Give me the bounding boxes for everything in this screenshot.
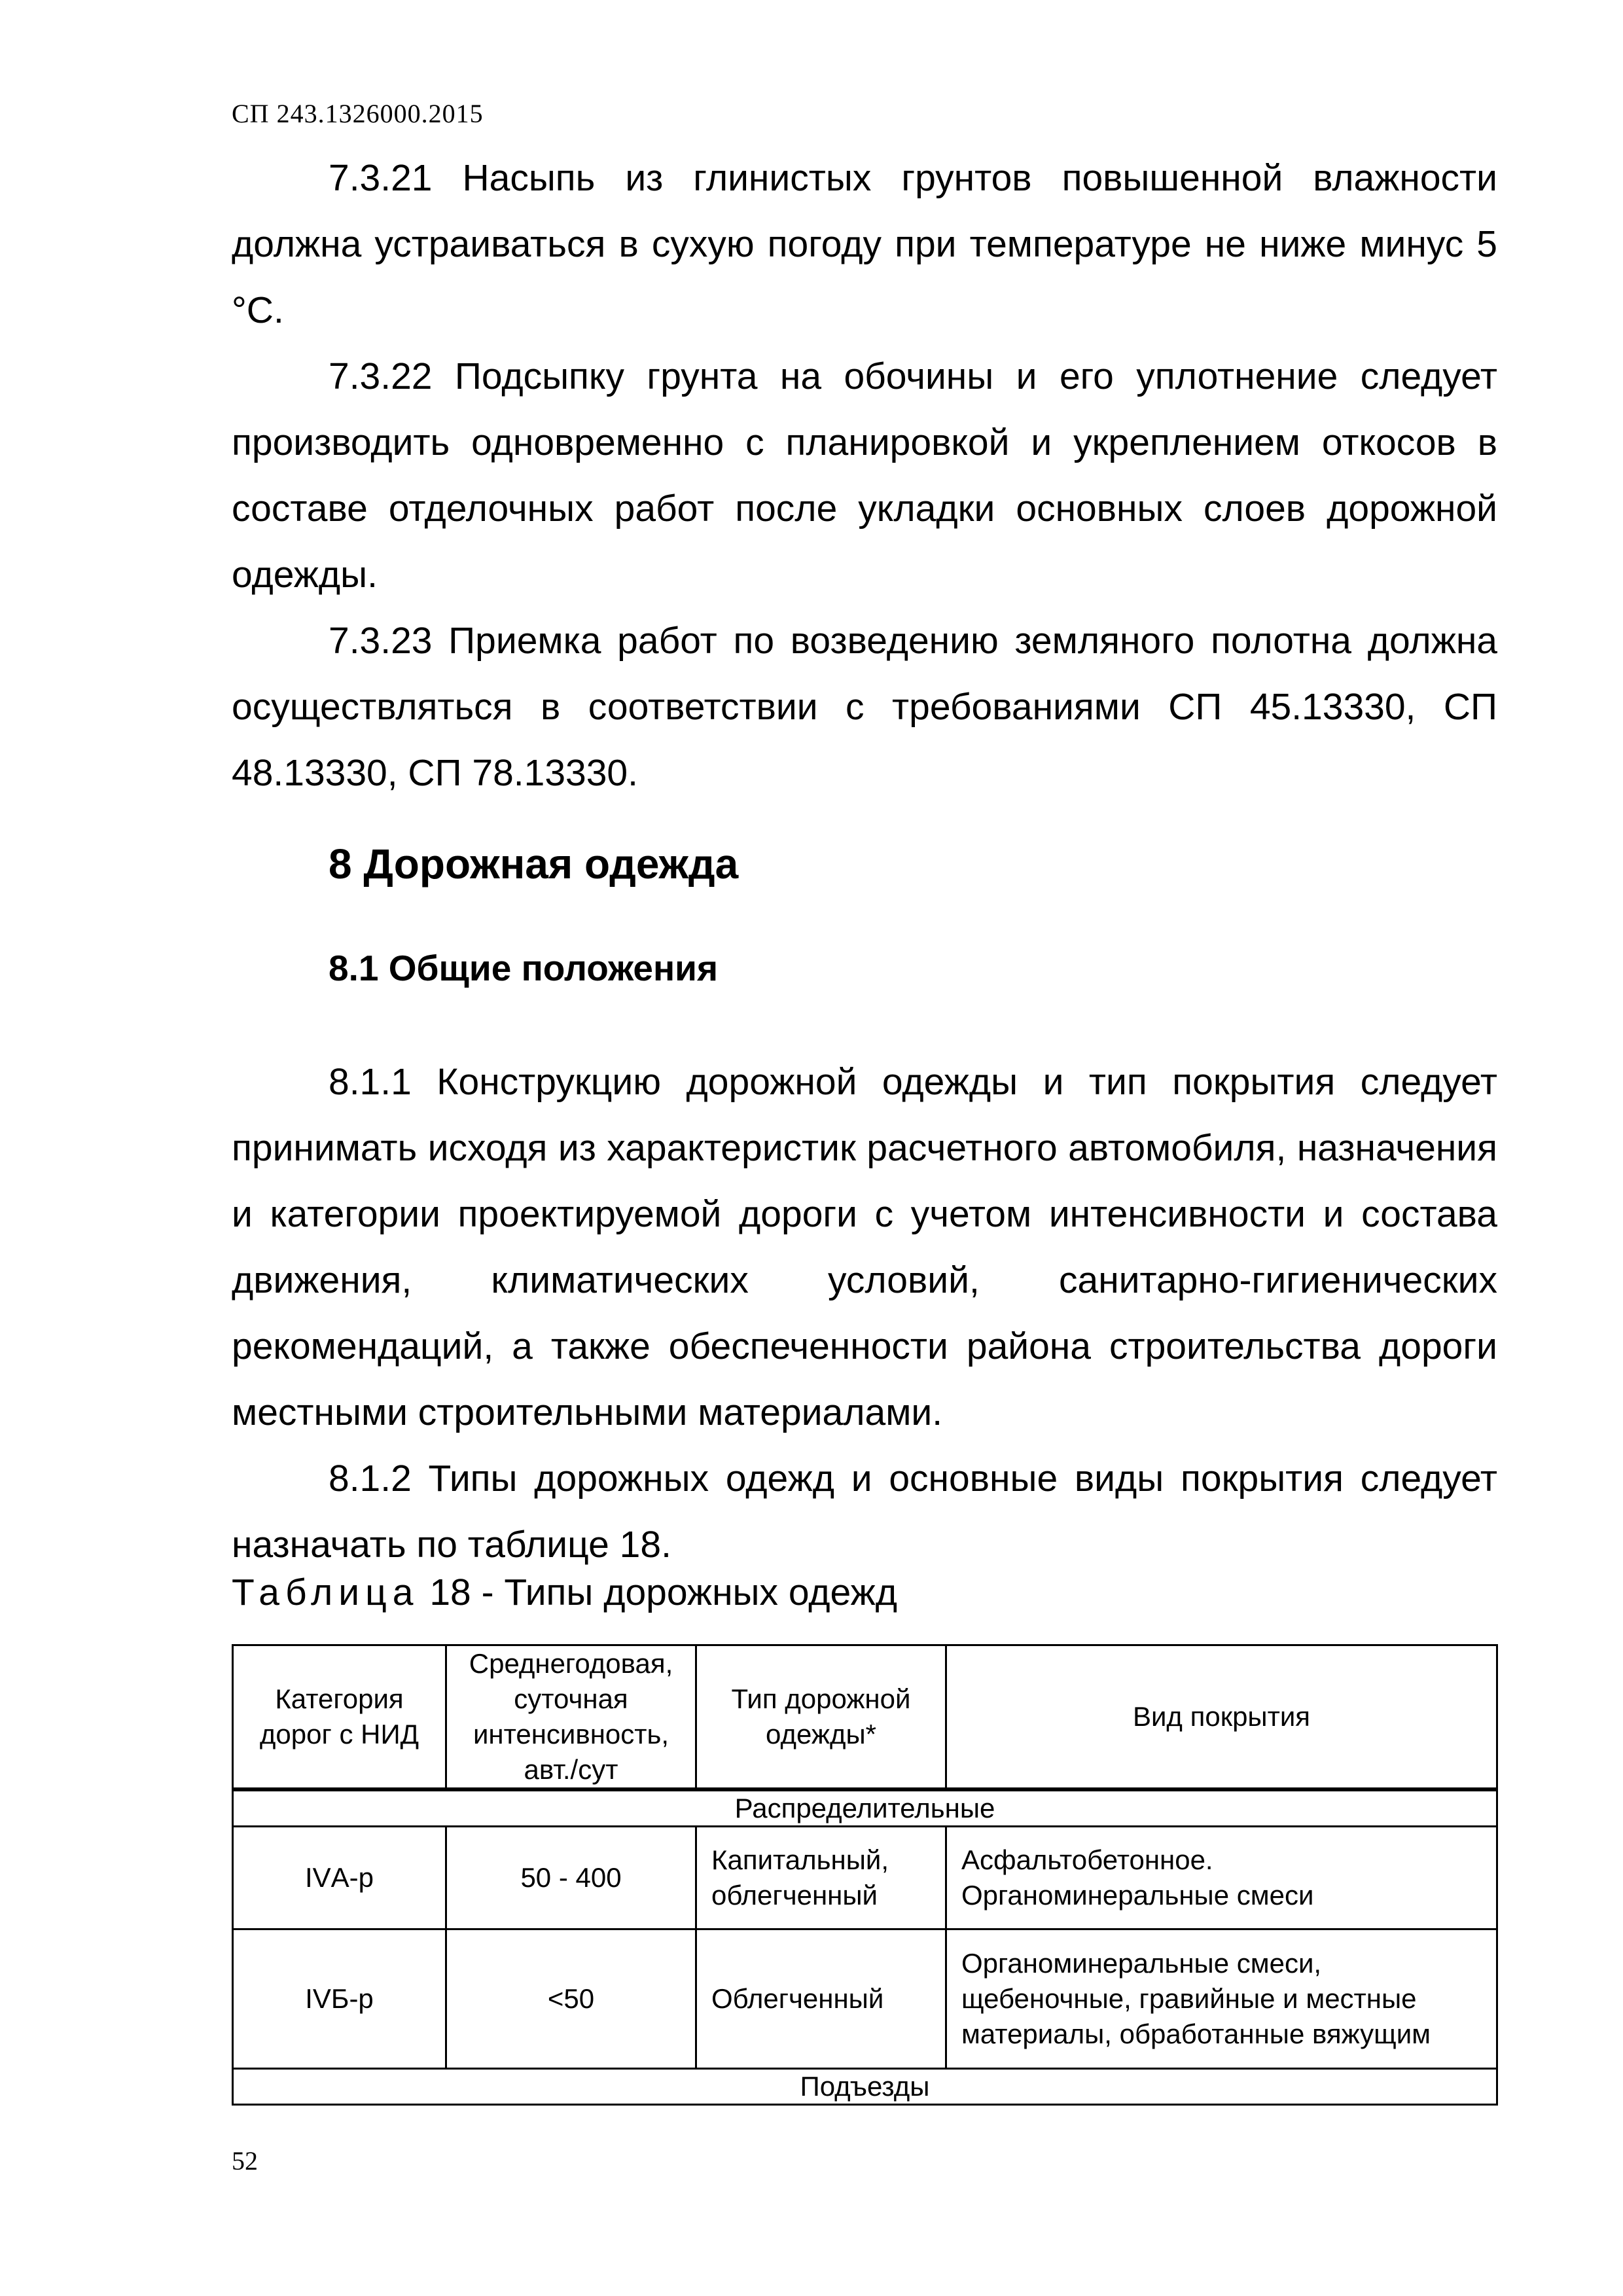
cell-category: IVА-р	[233, 1827, 446, 1929]
cell-category: IVБ-р	[233, 1929, 446, 2069]
table-row	[233, 1929, 1497, 2069]
running-header: СП 243.1326000.2015	[232, 99, 484, 128]
paragraph-8-1-2: 8.1.2 Типы дорожных одежд и основные виды покрытия следует назначать по таблице 18.	[232, 1458, 1497, 1566]
table-caption-label: Таблица	[232, 1571, 419, 1613]
header-intensity: Среднегодовая, суточная интенсивность, авт./сут	[446, 1645, 696, 1790]
header-pavement-type: Тип дорожной одежды*	[696, 1645, 946, 1790]
cell-intensity: 50 - 400	[446, 1827, 696, 1929]
paragraph-7-3-22: 7.3.22 Подсыпку грунта на обочины и его уплотнение следует производить одновременно с планировкой и укреплением откосов в составе отделочных работ после укладки основных слоев дорожной одежды.	[232, 355, 1497, 596]
header-coverage-kind: Вид покрытия	[946, 1645, 1497, 1790]
cell-coverage: Органоминеральные смеси, щебеночные, гравийные и местные материалы, обработанные вяжущим	[946, 1929, 1497, 2069]
header-category: Категория дорог с НИД	[233, 1645, 446, 1790]
subsection-heading: 8.1 Общие положения	[329, 948, 719, 988]
paragraph-7-3-21: 7.3.21 Насыпь из глинистых грунтов повышенной влажности должна устраиваться в сухую погоду при температуре не ниже минус 5 °С.	[232, 157, 1497, 331]
group-access-roads: Подъезды	[233, 2069, 1497, 2105]
cell-pavement-type: Облегченный	[696, 1929, 946, 2069]
cell-pavement-type: Капитальный, облегченный	[696, 1827, 946, 1929]
table-caption	[232, 1571, 897, 1614]
table-caption-text: 18 - Типы дорожных одежд	[419, 1571, 898, 1613]
table-header-row	[233, 1645, 1497, 1790]
table-group-row	[233, 2069, 1497, 2105]
table-row	[233, 1827, 1497, 1929]
road-pavement-table	[232, 1644, 1496, 2106]
group-distribution: Распределительные	[233, 1789, 1497, 1827]
cell-intensity: <50	[446, 1929, 696, 2069]
paragraph-7-3-23: 7.3.23 Приемка работ по возведению земляного полотна должна осуществляться в соответствии с требованиями СП 45.13330, СП 48.13330, СП 78.13330.	[232, 620, 1497, 794]
table-group-row	[233, 1789, 1497, 1827]
paragraph-8-1-1: 8.1.1 Конструкцию дорожной одежды и тип покрытия следует принимать исходя из характеристик расчетного автомобиля, назначения и категории проектируемой дороги с учетом интенсивности и состава движения, климатических условий, санитарно-гигиенических рекомендаций, а также обеспеченности района строительства дороги местными строительными материалами.	[232, 1061, 1497, 1433]
page-number: 52	[232, 2146, 258, 2176]
section-heading: 8 Дорожная одежда	[329, 840, 739, 888]
cell-coverage: Асфальтобетонное. Органоминеральные смеси	[946, 1827, 1497, 1929]
